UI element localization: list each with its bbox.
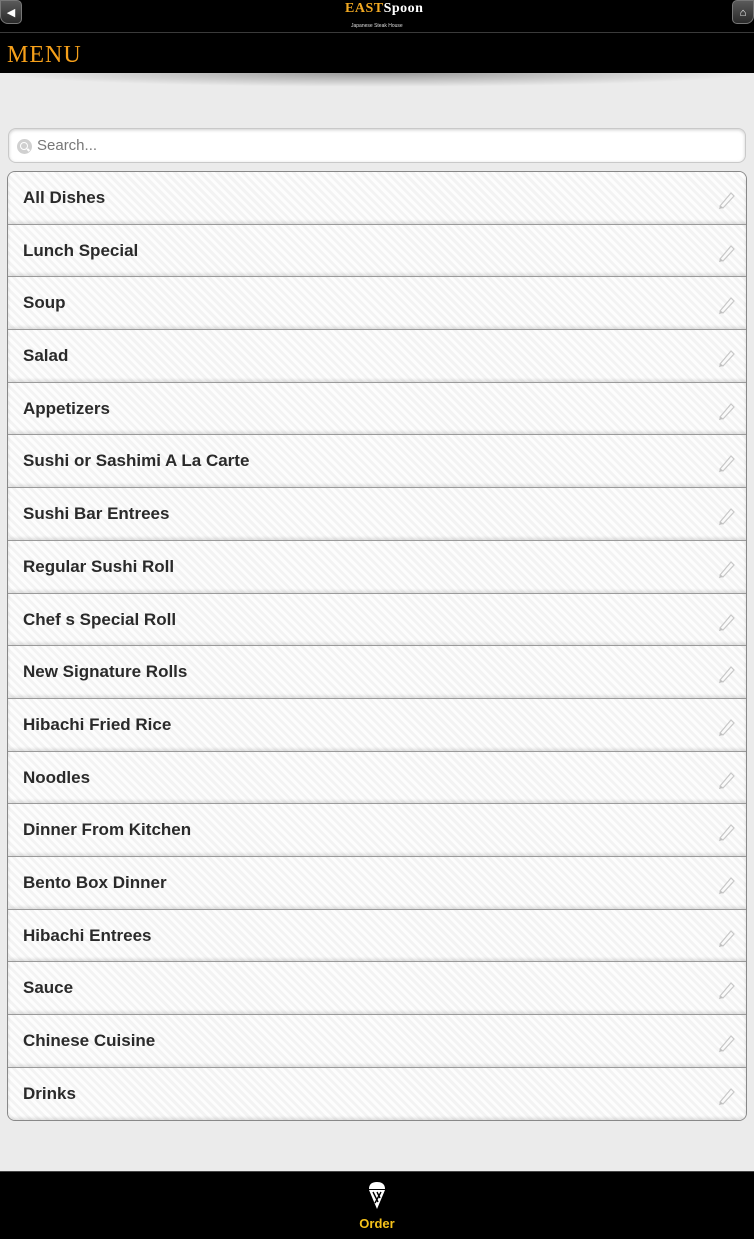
pencil-icon xyxy=(716,504,736,526)
pencil-icon xyxy=(716,1031,736,1053)
category-label: Appetizers xyxy=(23,398,110,418)
category-label: All Dishes xyxy=(23,188,106,207)
category-label: Chef s Special Roll xyxy=(23,609,177,629)
home-button[interactable] xyxy=(732,0,754,24)
header-shadow xyxy=(0,73,754,87)
pencil-icon xyxy=(716,1084,736,1106)
category-item[interactable] xyxy=(8,594,746,647)
category-item[interactable] xyxy=(8,1015,746,1068)
category-item[interactable] xyxy=(8,699,746,752)
category-label: Sushi Bar Entrees xyxy=(23,504,170,524)
category-label: Hibachi Entrees xyxy=(23,925,152,945)
category-item[interactable] xyxy=(8,1068,746,1121)
category-item[interactable] xyxy=(8,277,746,330)
category-item[interactable] xyxy=(8,383,746,436)
pencil-icon xyxy=(716,399,736,421)
logo-text-east: EAST xyxy=(345,1,384,16)
menu-header xyxy=(0,33,754,73)
order-button[interactable] xyxy=(352,1180,402,1231)
category-item[interactable] xyxy=(8,752,746,805)
search-icon xyxy=(17,139,32,154)
category-item[interactable] xyxy=(8,330,746,383)
logo-text-spoon: Spoon xyxy=(383,1,424,16)
category-label: Bento Box Dinner xyxy=(23,872,167,892)
page-title: MENU xyxy=(7,42,82,68)
category-label: Sushi or Sashimi A La Carte xyxy=(23,451,250,471)
pencil-icon xyxy=(716,293,736,315)
category-label: Lunch Special xyxy=(23,240,139,260)
search-input[interactable] xyxy=(37,129,737,162)
pencil-icon xyxy=(716,715,736,737)
category-label: New Signature Rolls xyxy=(23,662,188,682)
pencil-icon xyxy=(716,820,736,842)
bottom-bar xyxy=(0,1171,754,1239)
chevron-left-icon: ◀ xyxy=(6,7,16,19)
top-bar xyxy=(0,0,754,33)
category-item[interactable] xyxy=(8,646,746,699)
category-label: Salad xyxy=(23,346,69,366)
category-label: Drinks xyxy=(23,1083,76,1103)
category-item[interactable] xyxy=(8,857,746,910)
pencil-icon xyxy=(716,662,736,684)
pencil-icon xyxy=(716,557,736,579)
category-label: Regular Sushi Roll xyxy=(23,556,175,576)
pencil-icon xyxy=(716,873,736,895)
pencil-icon xyxy=(716,768,736,790)
pencil-icon xyxy=(716,188,736,210)
category-label: Hibachi Fried Rice xyxy=(23,714,172,734)
category-list xyxy=(7,171,747,1121)
pencil-icon xyxy=(716,241,736,263)
category-label: Chinese Cuisine xyxy=(23,1031,156,1050)
category-label: Sauce xyxy=(23,978,74,998)
pencil-icon xyxy=(716,978,736,1000)
pencil-icon xyxy=(716,451,736,473)
search-bar xyxy=(8,128,746,163)
pencil-icon xyxy=(716,926,736,948)
category-item[interactable] xyxy=(8,435,746,488)
category-label: Soup xyxy=(23,293,66,313)
category-item[interactable] xyxy=(8,488,746,541)
ice-cream-cone-icon xyxy=(366,1180,388,1210)
category-item[interactable] xyxy=(8,541,746,594)
category-item[interactable] xyxy=(8,225,746,278)
category-item[interactable] xyxy=(8,172,746,225)
home-icon: ⌂ xyxy=(739,7,747,19)
category-item[interactable] xyxy=(8,910,746,963)
back-button[interactable] xyxy=(0,0,22,24)
category-label: Noodles xyxy=(23,767,91,787)
category-label: Dinner From Kitchen xyxy=(23,820,192,840)
order-label: Order xyxy=(359,1216,395,1231)
pencil-icon xyxy=(716,610,736,632)
category-item[interactable] xyxy=(8,962,746,1015)
category-item[interactable] xyxy=(8,804,746,857)
pencil-icon xyxy=(716,346,736,368)
logo-subtitle: Japanese Steak House xyxy=(351,23,403,29)
logo xyxy=(345,0,424,32)
